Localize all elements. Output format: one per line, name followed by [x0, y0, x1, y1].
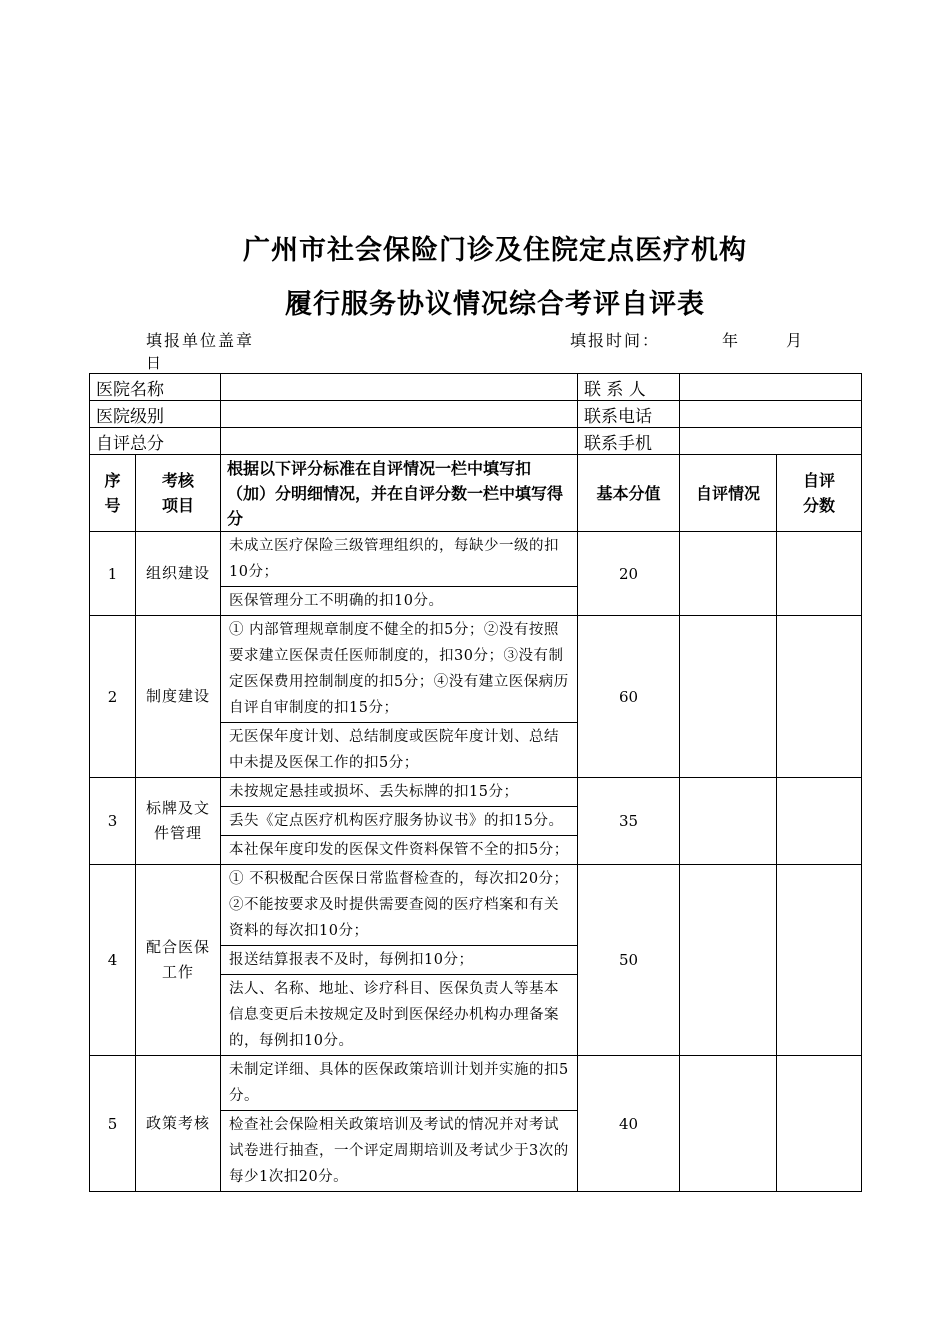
- row-criteria: [221, 1056, 578, 1192]
- column-header-base-score: 基本分值: [578, 455, 680, 532]
- info-label: 医院级别: [90, 401, 221, 428]
- year-label: 年: [722, 331, 741, 350]
- info-value-field[interactable]: [680, 428, 862, 455]
- row-base-score: 60: [578, 616, 680, 778]
- row-number: 2: [90, 616, 136, 778]
- column-header-criteria: 根据以下评分标准在自评情况一栏中填写扣（加）分明细情况，并在自评分数一栏中填写得分: [221, 455, 578, 532]
- info-label: 联系电话: [578, 401, 680, 428]
- criteria-item: 丢失《定点医疗机构医疗服务协议书》的扣15分。: [221, 806, 577, 835]
- criteria-item: ① 内部管理规章制度不健全的扣5分；②没有按照要求建立医保责任医师制度的，扣30分；③没有制定医保费用控制制度的扣5分；④没有建立医保病历自评自审制度的扣15分；: [229, 622, 569, 716]
- row-criteria: [221, 616, 578, 778]
- self-eval-field[interactable]: [680, 532, 777, 616]
- row-base-score: 50: [578, 865, 680, 1056]
- criteria-item: 未制定详细、具体的医保政策培训计划并实施的扣5分。: [229, 1062, 569, 1104]
- unit-seal-label: 填报单位盖章: [146, 331, 255, 350]
- criteria-item: 未成立医疗保险三级管理组织的，每缺少一级的扣10分；: [229, 538, 559, 580]
- info-row: [90, 374, 862, 401]
- self-score-field[interactable]: [777, 865, 862, 1056]
- self-eval-field[interactable]: [680, 616, 777, 778]
- row-item: 政策考核: [136, 1056, 221, 1192]
- day-label: 日: [146, 354, 164, 372]
- fill-date-label: 填报时间：: [570, 331, 661, 350]
- self-eval-field[interactable]: [680, 865, 777, 1056]
- info-label: 自评总分: [90, 428, 221, 455]
- column-header-self-eval: 自评情况: [680, 455, 777, 532]
- criteria-item: 本社保年度印发的医保文件资料保管不全的扣5分；: [221, 835, 577, 864]
- row-criteria: [221, 778, 578, 865]
- info-value-field[interactable]: [680, 401, 862, 428]
- self-score-field[interactable]: [777, 616, 862, 778]
- criteria-item: 无医保年度计划、总结制度或医院年度计划、总结中未提及医保工作的扣5分；: [221, 722, 577, 777]
- info-label: 联系手机: [578, 428, 680, 455]
- row-item: 配合医保工作: [136, 865, 221, 1056]
- row-base-score: 35: [578, 778, 680, 865]
- row-number: 1: [90, 532, 136, 616]
- evaluation-table: [89, 373, 862, 1192]
- criteria-item: 检查社会保险相关政策培训及考试的情况并对考试试卷进行抽查，一个评定周期培训及考试少于3次的每少1次扣20分。: [221, 1110, 577, 1191]
- info-value-field[interactable]: [221, 401, 578, 428]
- month-label: 月: [786, 331, 805, 350]
- self-score-field[interactable]: [777, 1056, 862, 1192]
- self-score-field[interactable]: [777, 778, 862, 865]
- criteria-item: ① 不积极配合医保日常监督检查的，每次扣20分；②不能按要求及时提供需要查阅的医疗档案和有关资料的每次扣10分；: [229, 871, 569, 939]
- criteria-item: 报送结算报表不及时，每例扣10分；: [221, 945, 577, 974]
- self-eval-field[interactable]: [680, 778, 777, 865]
- table-row: [90, 1056, 862, 1192]
- info-label: 医院名称: [90, 374, 221, 401]
- row-criteria: [221, 532, 578, 616]
- row-item: 组织建设: [136, 532, 221, 616]
- table-row: [90, 778, 862, 865]
- info-value-field[interactable]: [221, 428, 578, 455]
- info-row: [90, 428, 862, 455]
- info-label: 联 系 人: [578, 374, 680, 401]
- row-criteria: [221, 865, 578, 1056]
- column-header-self-score: 自评 分数: [777, 455, 862, 532]
- row-item: 标牌及文件管理: [136, 778, 221, 865]
- info-row: [90, 401, 862, 428]
- row-item: 制度建设: [136, 616, 221, 778]
- column-header-number: 序 号: [90, 455, 136, 532]
- criteria-item: 未按规定悬挂或损坏、丢失标牌的扣15分；: [229, 784, 519, 800]
- document-title-line2: 履行服务协议情况综合考评自评表: [285, 289, 705, 320]
- self-score-field[interactable]: [777, 532, 862, 616]
- criteria-item: 医保管理分工不明确的扣10分。: [221, 586, 577, 615]
- document-title-line1: 广州市社会保险门诊及住院定点医疗机构: [243, 235, 747, 266]
- table-row: [90, 616, 862, 778]
- column-header-row: [90, 455, 862, 532]
- row-base-score: 20: [578, 532, 680, 616]
- info-value-field[interactable]: [221, 374, 578, 401]
- table-row: [90, 865, 862, 1056]
- info-value-field[interactable]: [680, 374, 862, 401]
- column-header-item: 考核 项目: [136, 455, 221, 532]
- row-base-score: 40: [578, 1056, 680, 1192]
- row-number: 4: [90, 865, 136, 1056]
- row-number: 3: [90, 778, 136, 865]
- criteria-item: 法人、名称、地址、诊疗科目、医保负责人等基本信息变更后未按规定及时到医保经办机构办理备案的，每例扣10分。: [221, 974, 577, 1055]
- table-row: [90, 532, 862, 616]
- row-number: 5: [90, 1056, 136, 1192]
- self-eval-field[interactable]: [680, 1056, 777, 1192]
